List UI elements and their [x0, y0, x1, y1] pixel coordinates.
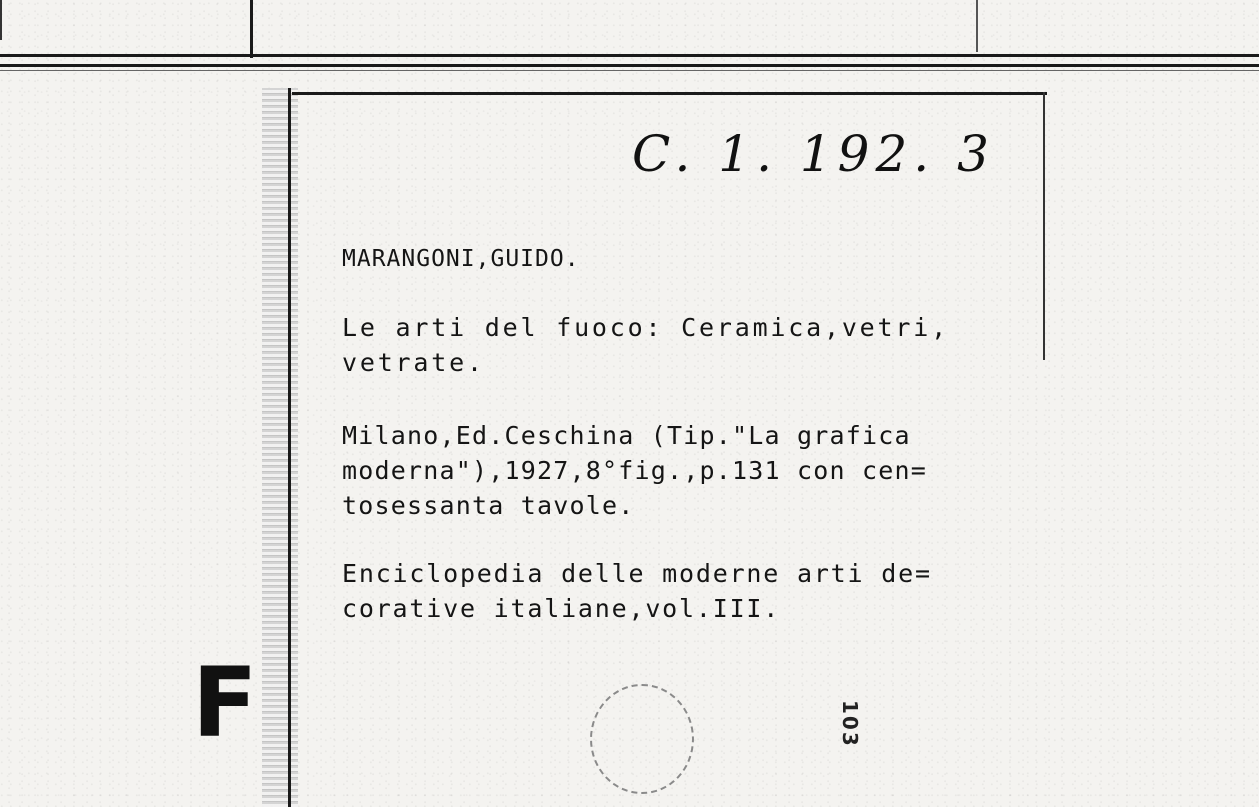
author-heading: MARANGONI,GUIDO.: [342, 246, 580, 272]
frame-rule-middle: [0, 64, 1259, 67]
frame-stub-line: [0, 0, 2, 40]
stamp-number: 103: [838, 700, 862, 748]
drawer-letter: F: [192, 647, 258, 759]
card-punch-hole: [590, 684, 694, 794]
frame-rule-bottom: [0, 70, 1259, 71]
frame-divider-vertical: [250, 0, 253, 58]
frame-rule-top: [0, 54, 1259, 57]
shelfmark: C. 1. 192. 3: [632, 125, 995, 183]
card-stack-edge: [262, 88, 298, 807]
title-entry: Le arti del fuoco: Ceramica,vetri, vetrate.: [342, 313, 949, 377]
card-border-left: [288, 88, 291, 807]
imprint-entry: Milano,Ed.Ceschina (Tip."La grafica moderna"),1927,8°fig.,p.131 con cen= tosessanta tavole.: [342, 421, 928, 520]
frame-divider-vertical-right: [976, 0, 978, 52]
card-border-right: [1043, 92, 1045, 360]
series-note: Enciclopedia delle moderne arti de= corative italiane,vol.III.: [342, 559, 932, 623]
card-border-top: [292, 92, 1047, 95]
